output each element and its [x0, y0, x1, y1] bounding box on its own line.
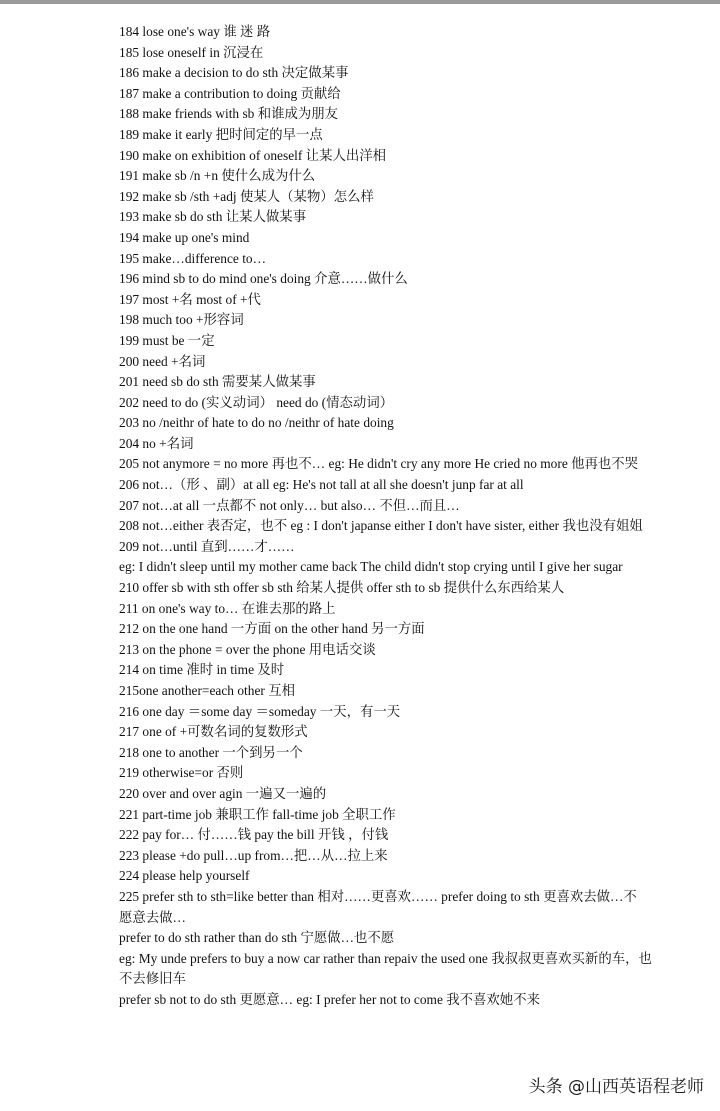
text-line: 208 not…either 表否定，也不 eg : I don't japanse either I don't have sister, either 我也没有姐姐 [119, 518, 643, 534]
text-line: 198 much too +形容词 [119, 312, 244, 328]
text-line: 220 over and over agin 一遍又一遍的 [119, 785, 327, 801]
text-line: 192 make sb /sth +adj 使某人（某物）怎么样 [119, 188, 374, 204]
text-line: 216 one day ＝some day ＝someday 一天，有一天 [119, 703, 401, 719]
text-line: 194 make up one's mind [119, 229, 250, 245]
text-line: 201 need sb do sth 需要某人做某事 [119, 374, 316, 390]
text-line: 206 not…（形 、副）at all eg: He's not tall at all she doesn't junp far at all [119, 477, 524, 493]
text-line: prefer sb not to do sth 更愿意… eg: I prefer her not to come 我不喜欢她不来 [119, 991, 540, 1007]
text-line: 不去修旧车 [119, 971, 186, 987]
text-line: 225 prefer sth to sth=like better than 相对……更喜欢…… prefer doing to sth 更喜欢去做…不 [119, 888, 637, 904]
text-line: 189 make it early 把时间定的早一点 [119, 126, 323, 142]
text-line: 197 most +名 most of +代 [119, 291, 261, 307]
text-line: 218 one to another 一个到另一个 [119, 744, 303, 760]
text-line: 187 make a contribution to doing 贡献给 [119, 85, 341, 101]
text-line: 224 please help yourself [119, 868, 250, 884]
text-line: 204 no +名词 [119, 435, 194, 451]
text-line: 200 need +名词 [119, 353, 206, 369]
text-line: 223 please +do pull…up from…把…从…拉上来 [119, 847, 388, 863]
text-line: 195 make…difference to… [119, 250, 266, 266]
text-line: 196 mind sb to do mind one's doing 介意……做什么 [119, 271, 408, 287]
text-line: 186 make a decision to do sth 决定做某事 [119, 65, 349, 81]
text-line: prefer to do sth rather than do sth 宁愿做…也不愿 [119, 930, 395, 946]
text-line: 191 make sb /n +n 使什么成为什么 [119, 168, 316, 184]
text-line: 193 make sb do sth 让某人做某事 [119, 209, 307, 225]
text-line: 209 not…until 直到……才…… [119, 538, 295, 554]
text-line: 211 on one's way to… 在谁去那的路上 [119, 600, 336, 616]
text-line: 199 must be 一定 [119, 332, 215, 348]
text-line: 202 need to do (实义动词） need do (情态动词） [119, 394, 394, 410]
text-line: 221 part-time job 兼职工作 fall-time job 全职工作 [119, 806, 396, 822]
text-line: 203 no /neithr of hate to do no /neithr of hate doing [119, 415, 394, 431]
text-line: 207 not…at all 一点都不 not only… but also… 不但…而且… [119, 497, 460, 513]
text-line: 217 one of +可数名词的复数形式 [119, 724, 308, 740]
text-line: eg: My unde prefers to buy a now car rather than repaiv the used one 我叔叔更喜欢买新的车，也 [119, 950, 652, 966]
text-line: 185 lose oneself in 沉浸在 [119, 44, 264, 60]
text-line: 212 on the one hand 一方面 on the other hand 另一方面 [119, 621, 425, 637]
text-line: 215one another=each other 互相 [119, 683, 295, 698]
text-line: 愿意去做… [119, 909, 186, 925]
text-line: 219 otherwise=or 否则 [119, 765, 244, 781]
text-line: 210 offer sb with sth offer sb sth 给某人提供 offer sth to sb 提供什么东西给某人 [119, 580, 565, 596]
text-line: 213 on the phone = over the phone 用电话交谈 [119, 641, 376, 657]
text-line: 205 not anymore = no more 再也不… eg: He didn't cry any more He cried no more 他再也不哭 [119, 456, 639, 472]
watermark: 头条 @山西英语程老师 [528, 1077, 704, 1097]
text-line: 188 make friends with sb 和谁成为朋友 [119, 106, 339, 122]
top-border [0, 0, 720, 4]
text-line: 190 make on exhibition of oneself 让某人出洋相 [119, 147, 387, 163]
text-line: 214 on time 准时 in time 及时 [119, 662, 285, 678]
text-line: 222 pay for… 付……钱 pay the bill 开钱 ，付钱 [119, 827, 389, 843]
text-line: 184 lose one's way 谁 迷 路 [119, 24, 271, 39]
text-line: eg: I didn't sleep until my mother came back The child didn't stop crying until I give her sugar [119, 559, 623, 575]
document-body [119, 22, 679, 1011]
